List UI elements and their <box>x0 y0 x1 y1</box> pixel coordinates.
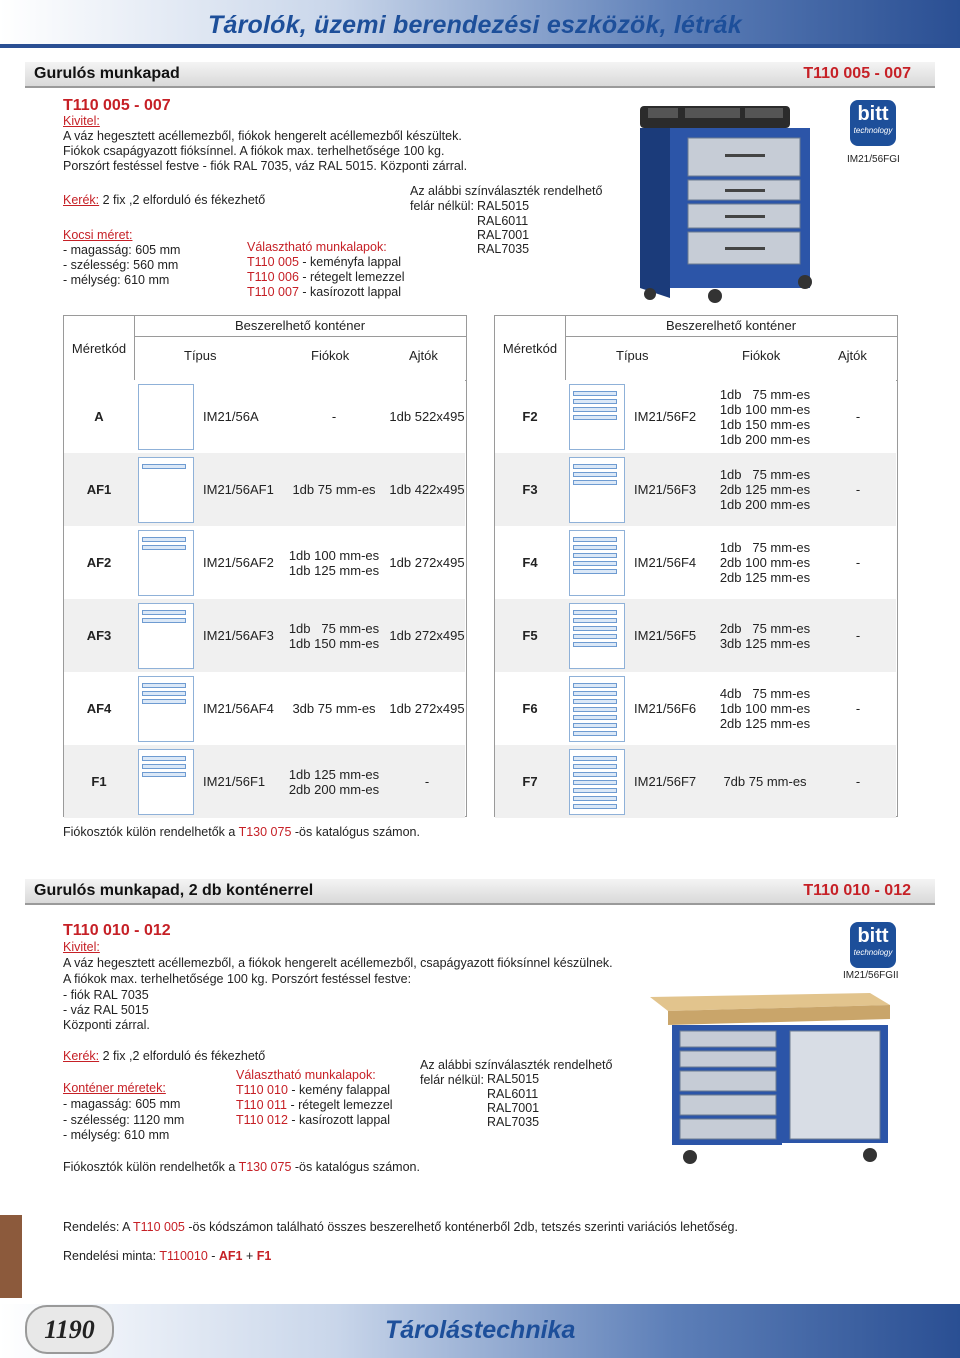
table-row <box>64 745 465 818</box>
logo-sub: technology <box>853 126 893 135</box>
drawer-shape <box>573 756 617 761</box>
worktop-text: - rétegelt lemezzel <box>286 1098 393 1112</box>
container-type: IM21/56A <box>203 409 259 424</box>
drawer-shape <box>573 618 617 623</box>
drawer-spec: 4db 75 mm-es <box>719 686 811 701</box>
drawer-list <box>707 672 823 745</box>
drawer-spec: 1db 75 mm-es <box>292 482 376 497</box>
drawer-spec: 1db 200 mm-es <box>719 431 811 447</box>
worktop-text: - keményfa lappal <box>298 255 402 269</box>
drawer-shape <box>573 691 617 696</box>
page-title: Tárolók, üzemi berendezési eszközök, létrák <box>208 11 742 39</box>
color-item: RAL7035 <box>487 1115 540 1129</box>
size-code: F5 <box>522 628 538 643</box>
section-header-2 <box>25 879 935 905</box>
drawer-spec: 3db 125 mm-es <box>719 635 811 651</box>
drawer-shape <box>573 407 617 412</box>
drawer-spec: 2db 100 mm-es <box>719 555 811 570</box>
drawer-shape <box>573 788 617 793</box>
order-suffix: -ös kódszámon található összes beszerelhető konténerből 2db, tetszés szerinti variációs lehetőség. <box>184 1220 738 1234</box>
container-thumbnail <box>138 530 194 596</box>
drawer-shape <box>573 804 617 809</box>
drawer-list <box>276 599 392 672</box>
drawer-list <box>707 599 823 672</box>
drawer-shape <box>573 707 617 712</box>
container-thumbnail <box>569 676 625 742</box>
size-code: AF4 <box>86 701 112 716</box>
drawer-list <box>707 380 823 453</box>
worktop-code: T110 006 <box>247 270 299 284</box>
drawer-shape <box>573 780 617 785</box>
table-row <box>64 672 465 745</box>
worktop-label: Választható munkalapok: <box>247 240 387 254</box>
drawer-shape <box>573 699 617 704</box>
table-row <box>495 380 896 453</box>
container-thumbnail <box>138 384 194 450</box>
col-header-doors: Ajtók <box>838 348 867 363</box>
container-type: IM21/56AF4 <box>203 701 274 716</box>
container-thumbnail <box>138 749 194 815</box>
container-type: IM21/56F1 <box>203 774 266 789</box>
note-code: T130 075 <box>238 1160 292 1174</box>
sample-prefix: Rendelési minta: <box>63 1249 160 1263</box>
drawer-shape <box>142 683 186 688</box>
product-code: T110 005 - 007 <box>63 97 171 114</box>
drawer-shape <box>142 618 186 623</box>
size-code: A <box>94 409 104 424</box>
col-header-container: Beszerelhető konténer <box>565 316 897 337</box>
drawer-spec: - <box>331 409 337 424</box>
drawer-spec: 1db 100 mm-es <box>719 401 811 417</box>
worktop-text: - kasírozott lappal <box>298 285 402 299</box>
container-thumbnail <box>569 457 625 523</box>
worktop-item <box>247 285 401 300</box>
section-header-1 <box>25 62 935 88</box>
container-type: IM21/56F5 <box>634 628 697 643</box>
section-code: T110 010 - 012 <box>803 882 911 899</box>
wheel-info <box>63 193 265 208</box>
wheel-label: Kerék: <box>63 1049 100 1063</box>
size-code: AF2 <box>86 555 112 570</box>
header-rule <box>0 44 960 48</box>
sample-af: AF1 <box>218 1249 243 1263</box>
section-title: Gurulós munkapad <box>34 65 180 82</box>
drawer-shape <box>142 756 186 761</box>
drawer-shape <box>573 626 617 631</box>
drawer-shape <box>573 642 617 647</box>
drawer-spec: 1db 100 mm-es <box>288 547 380 563</box>
drawer-spec: 2db 125 mm-es <box>719 570 811 585</box>
section2-note <box>63 1160 420 1175</box>
drawer-spec: 1db 75 mm-es <box>719 467 811 482</box>
colors-label: felár nélkül: <box>420 1073 484 1087</box>
drawer-shape <box>573 464 617 469</box>
color-item: RAL7035 <box>477 242 530 256</box>
footer-title: Tárolástechnika <box>385 1316 576 1344</box>
table-row <box>64 526 465 599</box>
col-header-size-code: Méretkód <box>495 316 566 380</box>
col-header-doors: Ajtók <box>409 348 438 363</box>
container-type: IM21/56F6 <box>634 701 697 716</box>
drawer-spec: 1db 125 mm-es <box>288 562 380 578</box>
page-header <box>0 0 960 48</box>
container-thumbnail <box>569 384 625 450</box>
table-row <box>495 453 896 526</box>
image-caption: IM21/56FGI <box>847 154 900 165</box>
drawer-shape <box>573 391 617 396</box>
container-thumbnail <box>138 457 194 523</box>
bitt-logo <box>850 100 896 146</box>
drawer-spec: 1db 200 mm-es <box>719 497 811 512</box>
col-header-type: Típus <box>616 348 649 363</box>
door-spec: - <box>855 774 861 789</box>
drawer-shape <box>573 610 617 615</box>
container-type: IM21/56AF1 <box>203 482 274 497</box>
container-thumbnail <box>138 603 194 669</box>
drawer-spec: 1db 125 mm-es <box>288 766 380 782</box>
wheel-value: 2 fix ,2 elforduló és fékezhető <box>99 1049 266 1063</box>
order-code: T110 005 <box>132 1220 185 1234</box>
container-thumbnail <box>569 749 625 815</box>
page-number-box <box>25 1305 114 1354</box>
worktop-item <box>236 1098 393 1113</box>
drawer-spec: 3db 75 mm-es <box>292 701 376 716</box>
desc-line: Porszórt festéssel festve - fiók RAL 7035, váz RAL 5015. Központi zárral. <box>63 159 468 173</box>
col-header-container: Beszerelhető konténer <box>134 316 466 337</box>
sample-f: F1 <box>256 1249 272 1263</box>
size-code: AF1 <box>86 482 112 497</box>
drawer-shape <box>573 553 617 558</box>
drawer-shape <box>142 537 186 542</box>
color-item: RAL5015 <box>477 199 530 213</box>
drawer-spec: 1db 75 mm-es <box>719 540 811 555</box>
wheel-value: 2 fix ,2 elforduló és fékezhető <box>99 193 266 207</box>
table-row <box>64 599 465 672</box>
table-row <box>495 745 896 818</box>
drawer-shape <box>573 723 617 728</box>
double-container-workbench-image <box>640 985 900 1170</box>
dim-line: - szélesség: 560 mm <box>63 258 179 272</box>
door-spec: 1db 272x495 <box>389 628 465 643</box>
color-item: RAL7001 <box>477 228 530 242</box>
drawer-spec: 1db 150 mm-es <box>719 416 811 432</box>
size-code: F3 <box>522 482 538 497</box>
desc-line: Fiókok csapágyazott fióksínnel. A fiókok max. terhelhetősége 100 kg. <box>63 144 445 158</box>
drawer-shape <box>573 537 617 542</box>
worktop-item <box>236 1113 390 1128</box>
drawer-shape <box>573 569 617 574</box>
table-row <box>495 526 896 599</box>
worktop-code: T110 011 <box>236 1098 287 1112</box>
note-code: T130 075 <box>238 825 292 839</box>
desc-line: - váz RAL 5015 <box>63 1003 149 1017</box>
container-type: IM21/56F7 <box>634 774 697 789</box>
door-spec: - <box>855 628 861 643</box>
container-thumbnail <box>569 603 625 669</box>
worktop-item <box>236 1083 390 1098</box>
desc-line: Központi zárral. <box>63 1018 150 1032</box>
door-spec: - <box>855 482 861 497</box>
drawer-shape <box>573 634 617 639</box>
drawer-shape <box>573 545 617 550</box>
logo-text: bitt <box>857 103 889 125</box>
wheel-info <box>63 1049 265 1064</box>
size-code: F4 <box>522 555 538 570</box>
worktop-text: - kemény falappal <box>287 1083 391 1097</box>
drawer-list <box>707 745 823 818</box>
drawer-list <box>707 526 823 599</box>
door-spec: - <box>855 409 861 424</box>
table-row <box>495 599 896 672</box>
worktop-item <box>247 255 401 270</box>
drawer-spec: 2db 75 mm-es <box>719 620 811 636</box>
door-spec: 1db 272x495 <box>389 701 465 716</box>
size-code: F1 <box>91 774 107 789</box>
dim-line: - szélesség: 1120 mm <box>63 1113 185 1127</box>
worktop-text: - kasírozott lappal <box>287 1113 391 1127</box>
worktop-text: - rétegelt lemezzel <box>298 270 405 284</box>
section-code: T110 005 - 007 <box>803 65 911 82</box>
size-code: F6 <box>522 701 538 716</box>
container-type: IM21/56F3 <box>634 482 697 497</box>
sample-sep: - <box>207 1249 219 1263</box>
note-prefix: Fiókosztók külön rendelhetők a <box>63 1160 239 1174</box>
size-label: Kocsi méret: <box>63 228 133 242</box>
page-number: 1190 <box>44 1315 95 1344</box>
drawer-spec: 2db 125 mm-es <box>719 716 811 731</box>
table-note <box>63 825 420 840</box>
section-title: Gurulós munkapad, 2 db konténerrel <box>34 882 314 899</box>
worktop-label: Választható munkalapok: <box>236 1068 376 1082</box>
size-label: Konténer méretek: <box>63 1081 166 1095</box>
door-spec: - <box>855 701 861 716</box>
door-spec: 1db 422x495 <box>389 482 465 497</box>
desc-line: A váz hegesztett acéllemezből, fiókok hengerelt acéllemezből készültek. <box>63 129 462 143</box>
color-item: RAL7001 <box>487 1101 540 1115</box>
drawer-spec: 1db 100 mm-es <box>719 701 811 716</box>
worktop-code: T110 012 <box>236 1113 288 1127</box>
worktop-code: T110 010 <box>236 1083 288 1097</box>
drawer-shape <box>573 764 617 769</box>
col-header-drawers: Fiókok <box>742 348 781 363</box>
container-thumbnail <box>569 530 625 596</box>
door-spec: 1db 272x495 <box>389 555 465 570</box>
container-type: IM21/56F4 <box>634 555 697 570</box>
container-type: IM21/56F2 <box>634 409 697 424</box>
drawer-shape <box>142 610 186 615</box>
door-spec: - <box>855 555 861 570</box>
dim-line: - magasság: 605 mm <box>63 1097 181 1111</box>
mobile-workbench-image <box>630 98 830 310</box>
image-caption: IM21/56FGII <box>843 970 899 981</box>
worktop-item <box>247 270 405 285</box>
container-thumbnail <box>138 676 194 742</box>
drawer-shape <box>573 415 617 420</box>
drawer-shape <box>573 399 617 404</box>
color-item: RAL6011 <box>487 1087 539 1101</box>
dim-line: - mélység: 610 mm <box>63 273 170 287</box>
desc-line: A váz hegesztett acéllemezből, a fiókok hengerelt acéllemezből, csapágyazott fióksínnel készülnek. <box>63 956 613 970</box>
drawer-list <box>276 745 392 818</box>
color-item: RAL5015 <box>487 1072 540 1086</box>
note-suffix: -ös katalógus számon. <box>291 825 420 839</box>
drawer-shape <box>573 561 617 566</box>
drawer-spec: 7db 75 mm-es <box>723 774 807 789</box>
drawer-shape <box>573 772 617 777</box>
drawer-list <box>276 380 392 453</box>
desc-line: A fiókok max. terhelhetősége 100 kg. Porszórt festéssel festve: <box>63 972 412 986</box>
col-header-type: Típus <box>184 348 217 363</box>
drawer-shape <box>573 715 617 720</box>
drawer-spec: 2db 200 mm-es <box>288 781 380 797</box>
drawer-shape <box>573 731 617 736</box>
drawer-shape <box>142 691 186 696</box>
product-code: T110 010 - 012 <box>63 922 171 939</box>
colors-intro: Az alábbi színválaszték rendelhető <box>410 184 603 198</box>
table-row <box>495 672 896 745</box>
drawer-shape <box>142 545 186 550</box>
dim-line: - mélység: 610 mm <box>63 1128 170 1142</box>
colors-label: felár nélkül: <box>410 199 474 213</box>
door-spec: - <box>424 774 430 789</box>
container-type: IM21/56AF2 <box>203 555 274 570</box>
color-item: RAL6011 <box>477 214 529 228</box>
drawer-shape <box>573 472 617 477</box>
note-prefix: Fiókosztók külön rendelhetők a <box>63 825 239 839</box>
drawer-shape <box>573 683 617 688</box>
table-row <box>64 453 465 526</box>
drawer-list <box>276 453 392 526</box>
note-suffix: -ös katalógus számon. <box>291 1160 420 1174</box>
order-prefix: Rendelés: A <box>63 1220 133 1234</box>
drawer-shape <box>142 772 186 777</box>
sample-code: T110010 <box>159 1249 208 1263</box>
drawer-spec: 1db 75 mm-es <box>288 620 380 636</box>
drawer-spec: 2db 125 mm-es <box>719 482 811 497</box>
container-type: IM21/56AF3 <box>203 628 274 643</box>
bitt-logo <box>850 922 896 968</box>
drawer-shape <box>142 464 186 469</box>
order-line <box>63 1220 738 1235</box>
dim-line: - magasság: 605 mm <box>63 243 181 257</box>
drawer-list <box>276 526 392 599</box>
desc-line: - fiók RAL 7035 <box>63 988 149 1002</box>
door-spec: 1db 522x495 <box>389 409 465 424</box>
order-sample <box>63 1249 271 1264</box>
col-header-drawers: Fiókok <box>311 348 350 363</box>
drawer-list <box>707 453 823 526</box>
drawer-list <box>276 672 392 745</box>
logo-sub: technology <box>853 948 893 957</box>
wheel-label: Kerék: <box>63 193 100 207</box>
side-marker <box>0 1215 22 1298</box>
drawer-shape <box>142 699 186 704</box>
kivitel-label: Kivitel: <box>63 940 100 954</box>
kivitel-label: Kivitel: <box>63 114 100 128</box>
size-code: F2 <box>522 409 538 424</box>
logo-text: bitt <box>857 925 889 947</box>
size-code: AF3 <box>86 628 112 643</box>
colors-intro: Az alábbi színválaszték rendelhető <box>420 1058 613 1072</box>
drawer-spec: 1db 75 mm-es <box>719 386 811 402</box>
drawer-shape <box>573 796 617 801</box>
table-row <box>64 380 465 453</box>
worktop-code: T110 007 <box>247 285 299 299</box>
drawer-shape <box>142 764 186 769</box>
sample-plus: + <box>242 1249 257 1263</box>
size-code: F7 <box>522 774 538 789</box>
drawer-shape <box>573 480 617 485</box>
worktop-code: T110 005 <box>247 255 299 269</box>
col-header-size-code: Méretkód <box>64 316 135 380</box>
drawer-spec: 1db 150 mm-es <box>288 635 380 651</box>
